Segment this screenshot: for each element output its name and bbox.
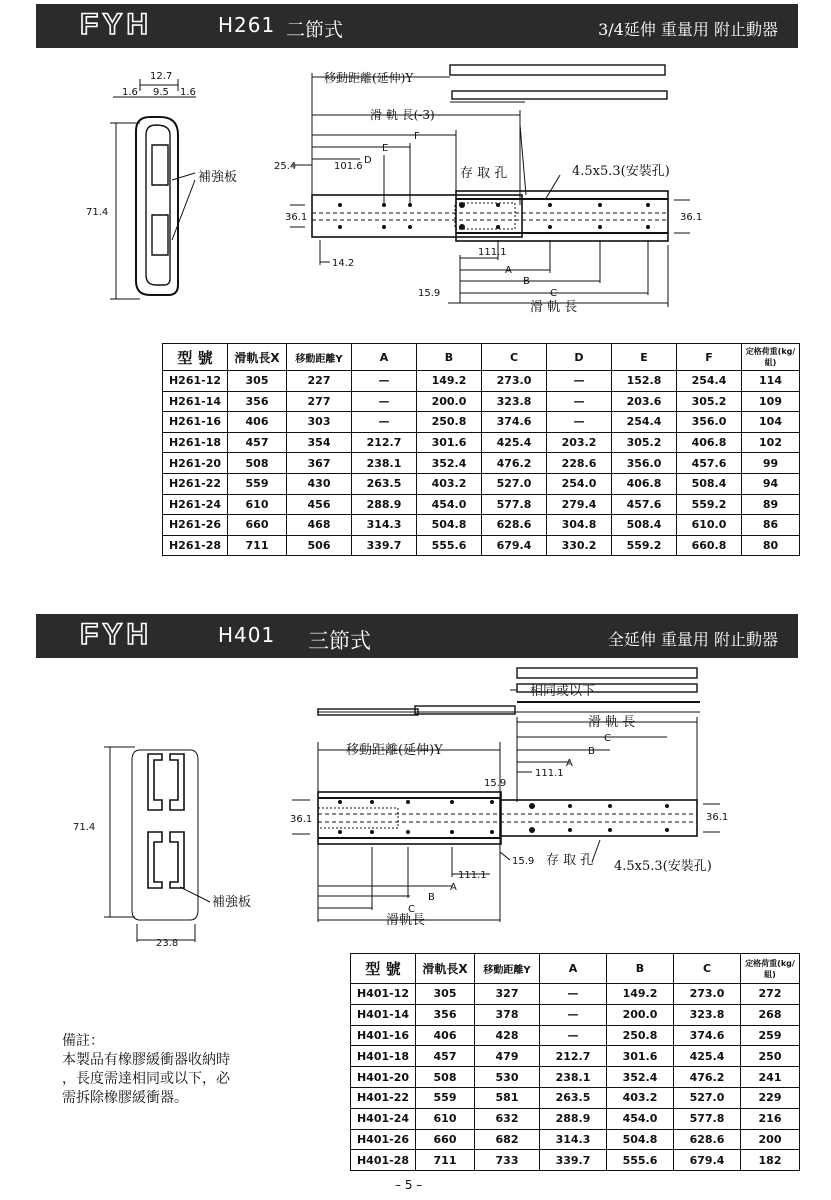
table-cell: 356 (228, 391, 287, 412)
table-cell: 530 (475, 1067, 540, 1088)
h401-table-body (351, 984, 800, 1171)
table-cell: 238.1 (352, 453, 417, 474)
dim-71-4: 71.4 (86, 207, 109, 218)
dim-25-4: 25.4 (274, 161, 297, 172)
table-row (163, 453, 800, 474)
dim-15-9-bottom: 15.9 (512, 856, 535, 867)
table-row (351, 1087, 800, 1108)
table-cell: 559 (416, 1087, 475, 1108)
table-cell: 272 (741, 984, 800, 1005)
table-cell: 277 (287, 391, 352, 412)
table-cell: 250.8 (607, 1025, 674, 1046)
dim-101-6: 101.6 (334, 161, 363, 172)
dim-1-6-left: 1.6 (122, 87, 138, 98)
brand-logo: FYH (80, 618, 152, 651)
table-cell: — (352, 391, 417, 412)
col-load: 定格荷重(kg/組) (742, 344, 800, 371)
table-cell: 559.2 (612, 535, 677, 556)
table-cell: 323.8 (674, 1004, 741, 1025)
col-A: A (540, 954, 607, 984)
table-cell: 406.8 (612, 473, 677, 494)
table-cell: 504.8 (417, 515, 482, 536)
table-cell: 457 (416, 1046, 475, 1067)
cell-model: H261-16 (163, 412, 228, 433)
table-cell: 457 (228, 432, 287, 453)
col-model: 型 號 (163, 344, 228, 371)
table-cell: 476.2 (482, 453, 547, 474)
col-load: 定格荷重(kg/組) (741, 954, 800, 984)
table-cell: 457.6 (612, 494, 677, 515)
rail-len-label: 滑 軌 長 (588, 715, 636, 730)
table-cell: 203.6 (612, 391, 677, 412)
dim-15-9-top: 15.9 (484, 778, 507, 789)
table-row (163, 371, 800, 392)
table-cell: 425.4 (482, 432, 547, 453)
table-cell: 301.6 (607, 1046, 674, 1067)
cell-model: H401-20 (351, 1067, 416, 1088)
table-cell: 679.4 (674, 1150, 741, 1171)
table-cell: 527.0 (482, 473, 547, 494)
col-model: 型 號 (351, 954, 416, 984)
travel-label: 移動距離(延伸)Y (324, 71, 414, 85)
h261-header-bar (36, 4, 798, 48)
col-B: B (417, 344, 482, 371)
table-cell: — (547, 412, 612, 433)
col-travel: 移動距離Y (287, 344, 352, 371)
table-cell: 457.6 (677, 453, 742, 474)
table-cell: 254.4 (612, 412, 677, 433)
table-cell: — (352, 412, 417, 433)
col-C: C (674, 954, 741, 984)
table-row (163, 412, 800, 433)
cell-model: H261-12 (163, 371, 228, 392)
cell-model: H261-26 (163, 515, 228, 536)
table-cell: 305 (228, 371, 287, 392)
table-cell: 212.7 (352, 432, 417, 453)
table-cell: 506 (287, 535, 352, 556)
table-cell: 301.6 (417, 432, 482, 453)
table-cell: 216 (741, 1108, 800, 1129)
table-cell: 200.0 (417, 391, 482, 412)
col-rail-length: 滑軌長X (416, 954, 475, 984)
table-cell: 581 (475, 1087, 540, 1108)
table-cell: 241 (741, 1067, 800, 1088)
table-cell: 356 (416, 1004, 475, 1025)
dim-36-1-left: 36.1 (285, 212, 308, 223)
rail-len-label: 滑 軌 長 (530, 300, 578, 315)
table-cell: 227 (287, 371, 352, 392)
table-cell: 577.8 (674, 1108, 741, 1129)
dim-C-bottom: C (408, 904, 415, 915)
table-cell: 102 (742, 432, 800, 453)
table-cell: — (352, 371, 417, 392)
table-cell: 508 (228, 453, 287, 474)
table-cell: 254.4 (677, 371, 742, 392)
table-row (351, 1025, 800, 1046)
dim-E: E (382, 143, 389, 154)
dim-111-1-bottom: 111.1 (458, 870, 487, 881)
col-A: A (352, 344, 417, 371)
model-type: 三節式 (308, 629, 371, 653)
cell-model: H401-18 (351, 1046, 416, 1067)
col-rail-length: 滑軌長X (228, 344, 287, 371)
table-cell: — (540, 984, 607, 1005)
table-row (163, 432, 800, 453)
mount-hole-label: 4.5x5.3(安裝孔) (572, 164, 670, 179)
dim-111-1-top: 111.1 (535, 768, 564, 779)
table-cell: 203.2 (547, 432, 612, 453)
dim-A: A (566, 758, 573, 769)
table-cell: 679.4 (482, 535, 547, 556)
table-cell: 352.4 (607, 1067, 674, 1088)
table-row (351, 1108, 800, 1129)
dim-36-1-right: 36.1 (706, 812, 729, 823)
h261-spec-table (162, 343, 800, 556)
feature-text: 3/4延伸 重量用 附止動器 (598, 20, 778, 39)
table-cell: 527.0 (674, 1087, 741, 1108)
table-cell: 314.3 (352, 515, 417, 536)
table-cell: 406 (416, 1025, 475, 1046)
access-hole-label: 存 取 孔 (546, 853, 594, 868)
table-cell: 273.0 (674, 984, 741, 1005)
cell-model: H401-22 (351, 1087, 416, 1108)
table-cell: 288.9 (540, 1108, 607, 1129)
table-cell: 323.8 (482, 391, 547, 412)
table-cell: 339.7 (540, 1150, 607, 1171)
table-row (163, 391, 800, 412)
cell-model: H401-26 (351, 1129, 416, 1150)
table-cell: 304.8 (547, 515, 612, 536)
table-cell: 660 (228, 515, 287, 536)
dim-14-2: 14.2 (332, 258, 355, 269)
col-F: F (677, 344, 742, 371)
table-cell: 682 (475, 1129, 540, 1150)
table-cell: 476.2 (674, 1067, 741, 1088)
cell-model: H261-14 (163, 391, 228, 412)
table-cell: 403.2 (417, 473, 482, 494)
reinforce-label: 補強板 (198, 170, 238, 185)
col-travel: 移動距離Y (475, 954, 540, 984)
table-cell: 367 (287, 453, 352, 474)
table-cell: 86 (742, 515, 800, 536)
table-cell: 268 (741, 1004, 800, 1025)
brand-logo: FYH (80, 8, 152, 41)
table-cell: 555.6 (417, 535, 482, 556)
dim-15-9: 15.9 (418, 288, 441, 299)
table-cell: 200.0 (607, 1004, 674, 1025)
model-type: 二節式 (286, 19, 344, 41)
table-cell: 374.6 (674, 1025, 741, 1046)
table-cell: 250.8 (417, 412, 482, 433)
note-block (62, 1032, 230, 1108)
cell-model: H401-14 (351, 1004, 416, 1025)
dim-12-7: 12.7 (150, 71, 173, 82)
travel-label: 移動距離(延伸)Y (346, 743, 443, 758)
dim-36-1-right: 36.1 (680, 212, 703, 223)
table-cell: 660.8 (677, 535, 742, 556)
table-row (351, 984, 800, 1005)
table-cell: 406.8 (677, 432, 742, 453)
table-cell: 406 (228, 412, 287, 433)
table-cell: 454.0 (417, 494, 482, 515)
table-cell: — (540, 1025, 607, 1046)
table-cell: 356.0 (612, 453, 677, 474)
feature-text: 全延伸 重量用 附止動器 (607, 630, 778, 649)
table-cell: 149.2 (607, 984, 674, 1005)
table-cell: 339.7 (352, 535, 417, 556)
table-cell: 660 (416, 1129, 475, 1150)
table-cell: 468 (287, 515, 352, 536)
table-cell: 610 (228, 494, 287, 515)
table-cell: 327 (475, 984, 540, 1005)
model-name: H401 (218, 623, 276, 647)
rail-len-minus-label: 滑 軌 長(-3) (370, 108, 435, 122)
cell-model: H401-28 (351, 1150, 416, 1171)
table-cell: 454.0 (607, 1108, 674, 1129)
access-hole-label: 存 取 孔 (460, 166, 508, 181)
cell-model: H261-24 (163, 494, 228, 515)
cell-model: H401-16 (351, 1025, 416, 1046)
h261-table-body (163, 371, 800, 556)
table-cell: 504.8 (607, 1129, 674, 1150)
h261-drawing (0, 55, 831, 325)
table-cell: — (547, 391, 612, 412)
table-cell: 610.0 (677, 515, 742, 536)
table-cell: 305.2 (612, 432, 677, 453)
table-cell: 109 (742, 391, 800, 412)
table-cell: 288.9 (352, 494, 417, 515)
note-line: 需拆除橡膠緩衝器。 (62, 1090, 188, 1106)
table-cell: 94 (742, 473, 800, 494)
table-cell: 228.6 (547, 453, 612, 474)
table-cell: 99 (742, 453, 800, 474)
table-row (351, 1046, 800, 1067)
table-cell: 456 (287, 494, 352, 515)
table-cell: 212.7 (540, 1046, 607, 1067)
table-cell: 229 (741, 1087, 800, 1108)
note-line: 本製品有橡膠緩衝器收納時 (62, 1052, 230, 1068)
dim-B: B (588, 746, 595, 757)
table-cell: 80 (742, 535, 800, 556)
table-cell: 555.6 (607, 1150, 674, 1171)
table-cell: 273.0 (482, 371, 547, 392)
cell-model: H401-12 (351, 984, 416, 1005)
table-row (163, 515, 800, 536)
table-cell: 152.8 (612, 371, 677, 392)
table-cell: 305.2 (677, 391, 742, 412)
table-cell: 479 (475, 1046, 540, 1067)
h401-spec-table (350, 953, 800, 1171)
table-cell: 238.1 (540, 1067, 607, 1088)
dim-9-5: 9.5 (153, 87, 169, 98)
table-cell: 428 (475, 1025, 540, 1046)
table-cell: 305 (416, 984, 475, 1005)
table-cell: 632 (475, 1108, 540, 1129)
same-or-less-label: 相同或以下 (530, 684, 596, 699)
dim-A: A (505, 265, 512, 276)
cell-model: H261-18 (163, 432, 228, 453)
cell-model: H261-22 (163, 473, 228, 494)
col-D: D (547, 344, 612, 371)
note-line: ，長度需達相同或以下，必 (62, 1071, 230, 1087)
table-header-row (163, 344, 800, 371)
table-header-row (351, 954, 800, 984)
table-cell: 628.6 (674, 1129, 741, 1150)
rail-len-bottom-label: 滑軌長 (386, 913, 426, 928)
dim-B-bottom: B (428, 892, 435, 903)
table-cell: 430 (287, 473, 352, 494)
cell-model: H401-24 (351, 1108, 416, 1129)
reinforce-label: 補強板 (212, 895, 252, 910)
table-cell: — (540, 1004, 607, 1025)
table-cell: 250 (741, 1046, 800, 1067)
table-cell: 263.5 (352, 473, 417, 494)
page-number: – 5 – (395, 1178, 423, 1192)
dim-1-6-right: 1.6 (180, 87, 196, 98)
table-cell: 114 (742, 371, 800, 392)
col-C: C (482, 344, 547, 371)
table-cell: 628.6 (482, 515, 547, 536)
col-E: E (612, 344, 677, 371)
table-cell: 314.3 (540, 1129, 607, 1150)
table-cell: 711 (416, 1150, 475, 1171)
table-cell: 711 (228, 535, 287, 556)
table-cell: 610 (416, 1108, 475, 1129)
table-cell: 508 (416, 1067, 475, 1088)
dim-111-1: 111.1 (478, 247, 507, 258)
table-row (351, 1129, 800, 1150)
table-cell: 508.4 (612, 515, 677, 536)
table-cell: 104 (742, 412, 800, 433)
table-row (351, 1004, 800, 1025)
table-cell: 303 (287, 412, 352, 433)
dim-F: F (414, 131, 420, 142)
table-cell: 354 (287, 432, 352, 453)
table-row (163, 494, 800, 515)
col-B: B (607, 954, 674, 984)
table-cell: 559 (228, 473, 287, 494)
h401-drawing (0, 662, 831, 952)
dim-C: C (604, 733, 611, 744)
table-cell: 508.4 (677, 473, 742, 494)
table-cell: 352.4 (417, 453, 482, 474)
cell-model: H261-28 (163, 535, 228, 556)
table-cell: 425.4 (674, 1046, 741, 1067)
model-name: H261 (218, 13, 276, 37)
table-cell: 403.2 (607, 1087, 674, 1108)
dim-A-bottom: A (450, 882, 457, 893)
table-row (163, 535, 800, 556)
table-cell: 263.5 (540, 1087, 607, 1108)
h401-header-bar (36, 614, 798, 658)
cell-model: H261-20 (163, 453, 228, 474)
dim-36-1-left: 36.1 (290, 814, 313, 825)
table-cell: 182 (741, 1150, 800, 1171)
table-cell: 279.4 (547, 494, 612, 515)
table-cell: 374.6 (482, 412, 547, 433)
table-cell: 356.0 (677, 412, 742, 433)
table-cell: 254.0 (547, 473, 612, 494)
table-row (351, 1150, 800, 1171)
table-row (351, 1067, 800, 1088)
table-cell: 330.2 (547, 535, 612, 556)
table-cell: 149.2 (417, 371, 482, 392)
dim-B: B (523, 276, 530, 287)
table-row (163, 473, 800, 494)
table-cell: 89 (742, 494, 800, 515)
dim-23-8: 23.8 (156, 938, 179, 949)
table-cell: 577.8 (482, 494, 547, 515)
table-cell: 559.2 (677, 494, 742, 515)
dim-C: C (550, 288, 557, 299)
table-cell: 259 (741, 1025, 800, 1046)
table-cell: — (547, 371, 612, 392)
note-title: 備註： (62, 1033, 104, 1049)
table-cell: 200 (741, 1129, 800, 1150)
mount-hole-label: 4.5x5.3(安裝孔) (614, 859, 712, 874)
table-cell: 378 (475, 1004, 540, 1025)
table-cell: 733 (475, 1150, 540, 1171)
dim-71-4: 71.4 (73, 822, 96, 833)
dim-D: D (364, 155, 372, 166)
